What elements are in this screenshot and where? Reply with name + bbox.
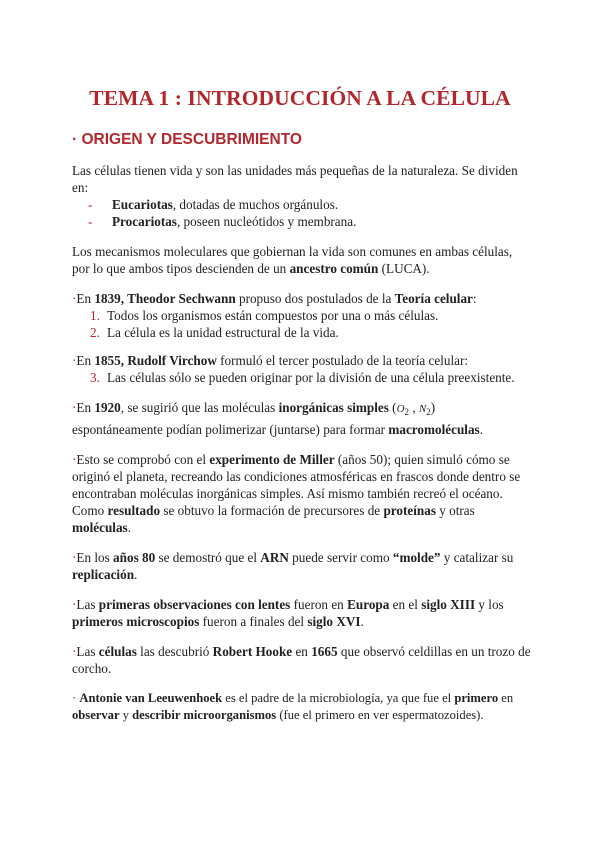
list-item: 3. Las células sólo se pueden originar por la división de una célula preexistente.	[90, 370, 515, 385]
hooke-paragraph: ·Las células las descubrió Robert Hooke en 1665 que observó celdillas en un trozo de corcho.	[72, 644, 531, 676]
mechanisms-paragraph: Los mecanismos moleculares que gobiernan la vida son comunes en ambas células, por lo que ambos tipos descienden de un ancestro común (LUCA).	[72, 244, 513, 276]
schwann-paragraph: ·En 1839, Theodor Sechwann propuso dos postulados de la Teoría celular:	[72, 291, 477, 306]
virchow-paragraph: ·En 1855, Rudolf Virchow formuló el tercer postulado de la teoría celular:	[72, 353, 469, 368]
leeuwenhoek-paragraph: · Antonie van Leeuwenhoek es el padre de la microbiología, ya que fue el primero en observar y describir microorganismos (fue el primero en ver espermatozoides).	[72, 691, 514, 722]
list-item: 1. Todos los organismos están compuestos por una o más células.	[90, 308, 439, 323]
list-item: 2. La célula es la unidad estructural de la vida.	[90, 325, 339, 340]
page-title: TEMA 1 : INTRODUCCIÓN A LA CÉLULA	[89, 86, 511, 110]
intro-paragraph: Las células tienen vida y son las unidades más pequeñas de la naturaleza. Se dividen en:	[72, 163, 518, 195]
list-item: - Procariotas, poseen nucleótidos y membrana.	[88, 213, 532, 230]
year-1920-paragraph: ·En 1920, se sugirió que las moléculas inorgánicas simples ($O_2$ , $N_2$) espontáneamente podían polimerizar (juntarse) para formar macromoléculas.	[72, 400, 483, 437]
cell-types-list	[72, 196, 532, 230]
miller-paragraph: ·Esto se comprobó con el experimento de Miller (años 50); quien simuló cómo se originó el planeta, recreando las condiciones atmosféricas en frascos donde dentro se encontraban moléculas inorgánicas simples. Así mismo también recreó el océano. Como resultado se obtuvo la formación de precursores de proteínas y otras moléculas.	[72, 452, 521, 535]
section-heading: · ORIGEN Y DESCUBRIMIENTO	[72, 131, 302, 148]
list-item: - Eucariotas, dotadas de muchos orgánulos.	[88, 196, 532, 213]
arn-paragraph: ·En los años 80 se demostró que el ARN puede servir como “molde” y catalizar su replicación.	[72, 550, 514, 582]
lentes-paragraph: ·Las primeras observaciones con lentes fueron en Europa en el siglo XIII y los primeros microscopios fueron a finales del siglo XVI.	[72, 597, 504, 629]
postulates-list	[72, 307, 532, 341]
third-postulate-list	[72, 369, 532, 386]
document-body	[72, 162, 532, 724]
